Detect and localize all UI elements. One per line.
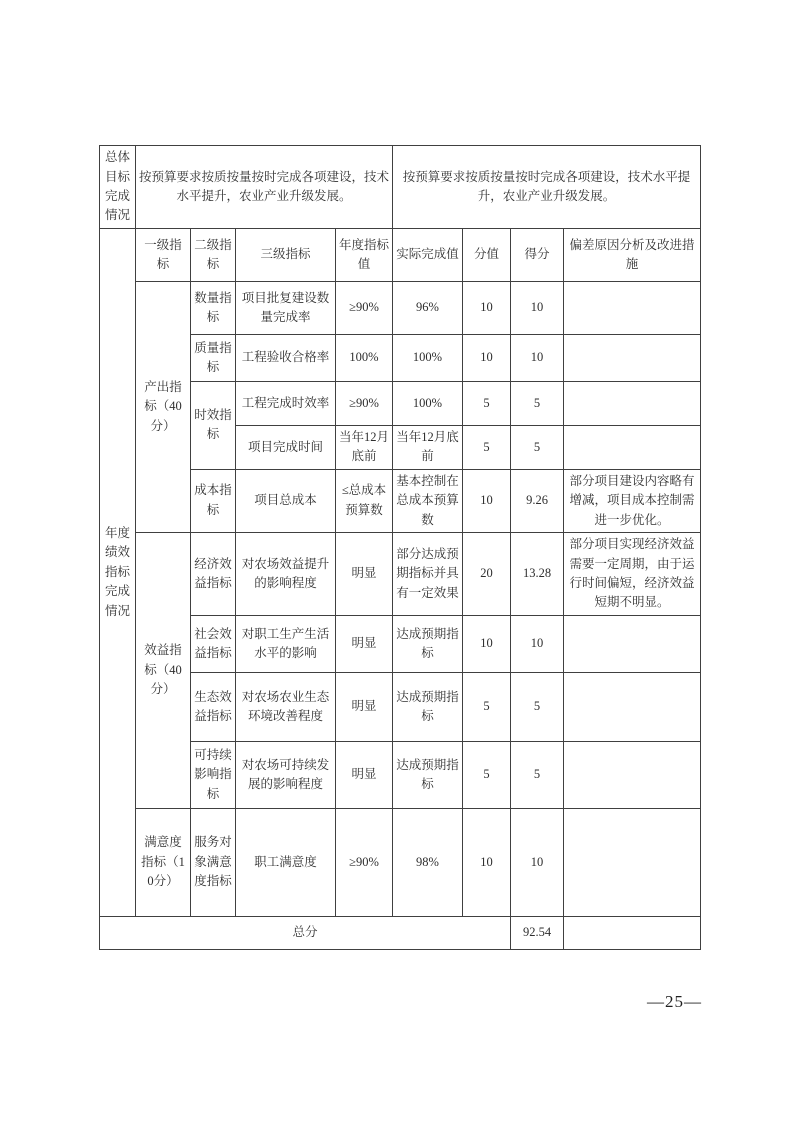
cell-points: 10 bbox=[463, 469, 511, 532]
column-header-row bbox=[100, 229, 701, 282]
cell-points: 5 bbox=[463, 672, 511, 741]
cell-actual: 达成预期指标 bbox=[393, 672, 463, 741]
cell-score: 10 bbox=[511, 615, 564, 672]
cell-level2: 生态效益指标 bbox=[191, 672, 236, 741]
table-row bbox=[100, 335, 701, 382]
cell-remark bbox=[564, 282, 701, 335]
page-number: —25— bbox=[647, 992, 702, 1011]
col-header-score: 得分 bbox=[511, 229, 564, 282]
cell-actual: 96% bbox=[393, 282, 463, 335]
cell-actual: 100% bbox=[393, 382, 463, 426]
cell-target: ≥90% bbox=[336, 282, 393, 335]
cell-level3: 职工满意度 bbox=[236, 808, 336, 916]
total-score: 92.54 bbox=[511, 916, 564, 949]
group-satisfaction: 满意度指标（10分） bbox=[136, 808, 191, 916]
cell-remark bbox=[564, 672, 701, 741]
cell-actual: 100% bbox=[393, 335, 463, 382]
cell-level3: 项目批复建设数量完成率 bbox=[236, 282, 336, 335]
cell-remark bbox=[564, 335, 701, 382]
cell-level2: 可持续影响指标 bbox=[191, 741, 236, 808]
cell-level2: 成本指标 bbox=[191, 469, 236, 532]
cell-level3: 工程完成时效率 bbox=[236, 382, 336, 426]
cell-points: 10 bbox=[463, 335, 511, 382]
cell-level3: 工程验收合格率 bbox=[236, 335, 336, 382]
cell-actual: 基本控制在总成本预算数 bbox=[393, 469, 463, 532]
cell-target: 100% bbox=[336, 335, 393, 382]
cell-target: 明显 bbox=[336, 615, 393, 672]
cell-level2: 质量指标 bbox=[191, 335, 236, 382]
col-header-level3: 三级指标 bbox=[236, 229, 336, 282]
cell-actual: 当年12月底前 bbox=[393, 426, 463, 470]
overall-row-header: 总体目标完成情况 bbox=[100, 146, 136, 229]
table-row bbox=[100, 532, 701, 615]
cell-points: 5 bbox=[463, 382, 511, 426]
cell-actual: 达成预期指标 bbox=[393, 741, 463, 808]
overall-left-cell: 按预算要求按质按量按时完成各项建设，技术水平提升，农业产业升级发展。 bbox=[136, 146, 393, 229]
cell-target: ≥90% bbox=[336, 382, 393, 426]
table-row bbox=[100, 382, 701, 426]
cell-points: 5 bbox=[463, 426, 511, 470]
table-row bbox=[100, 282, 701, 335]
cell-remark bbox=[564, 382, 701, 426]
col-header-points: 分值 bbox=[463, 229, 511, 282]
cell-level3: 项目总成本 bbox=[236, 469, 336, 532]
cell-level2: 经济效益指标 bbox=[191, 532, 236, 615]
cell-points: 20 bbox=[463, 532, 511, 615]
cell-score: 5 bbox=[511, 426, 564, 470]
cell-level3: 项目完成时间 bbox=[236, 426, 336, 470]
total-row bbox=[100, 916, 701, 949]
cell-level2: 社会效益指标 bbox=[191, 615, 236, 672]
cell-remark bbox=[564, 741, 701, 808]
col-header-target: 年度指标值 bbox=[336, 229, 393, 282]
cell-remark bbox=[564, 426, 701, 470]
cell-score: 9.26 bbox=[511, 469, 564, 532]
cell-level3: 对职工生产生活水平的影响 bbox=[236, 615, 336, 672]
cell-target: ≥90% bbox=[336, 808, 393, 916]
cell-score: 10 bbox=[511, 808, 564, 916]
table-row bbox=[100, 741, 701, 808]
cell-target: 明显 bbox=[336, 672, 393, 741]
cell-actual: 部分达成预期指标并具有一定效果 bbox=[393, 532, 463, 615]
cell-score: 10 bbox=[511, 282, 564, 335]
performance-table bbox=[99, 145, 701, 950]
total-remark bbox=[564, 916, 701, 949]
cell-remark: 部分项目建设内容略有增减，项目成本控制需进一步优化。 bbox=[564, 469, 701, 532]
cell-level2: 服务对象满意度指标 bbox=[191, 808, 236, 916]
cell-score: 5 bbox=[511, 382, 564, 426]
overall-right-cell: 按预算要求按质按量按时完成各项建设，技术水平提升，农业产业升级发展。 bbox=[393, 146, 701, 229]
cell-remark: 部分项目实现经济效益需要一定周期，由于运行时间偏短，经济效益短期不明显。 bbox=[564, 532, 701, 615]
cell-score: 5 bbox=[511, 741, 564, 808]
cell-target: 明显 bbox=[336, 532, 393, 615]
cell-points: 10 bbox=[463, 808, 511, 916]
cell-level3: 对农场效益提升的影响程度 bbox=[236, 532, 336, 615]
col-header-level2: 二级指标 bbox=[191, 229, 236, 282]
col-header-remark: 偏差原因分析及改进措施 bbox=[564, 229, 701, 282]
group-output: 产出指标（40分） bbox=[136, 282, 191, 533]
table-row bbox=[100, 672, 701, 741]
cell-points: 10 bbox=[463, 282, 511, 335]
total-label: 总分 bbox=[100, 916, 511, 949]
cell-score: 5 bbox=[511, 672, 564, 741]
cell-level2: 时效指标 bbox=[191, 382, 236, 470]
cell-actual: 达成预期指标 bbox=[393, 615, 463, 672]
cell-remark bbox=[564, 615, 701, 672]
cell-target: 当年12月底前 bbox=[336, 426, 393, 470]
overall-row bbox=[100, 146, 701, 229]
cell-points: 10 bbox=[463, 615, 511, 672]
cell-target: ≤总成本预算数 bbox=[336, 469, 393, 532]
cell-level3: 对农场农业生态环境改善程度 bbox=[236, 672, 336, 741]
cell-score: 10 bbox=[511, 335, 564, 382]
table-row bbox=[100, 808, 701, 916]
col-header-level1: 一级指标 bbox=[136, 229, 191, 282]
cell-actual: 98% bbox=[393, 808, 463, 916]
table-row bbox=[100, 615, 701, 672]
cell-level2: 数量指标 bbox=[191, 282, 236, 335]
annual-row-header: 年度绩效指标完成情况 bbox=[100, 229, 136, 917]
cell-points: 5 bbox=[463, 741, 511, 808]
cell-target: 明显 bbox=[336, 741, 393, 808]
cell-remark bbox=[564, 808, 701, 916]
table-row bbox=[100, 469, 701, 532]
group-benefit: 效益指标（40分） bbox=[136, 532, 191, 808]
cell-level3: 对农场可持续发展的影响程度 bbox=[236, 741, 336, 808]
col-header-actual: 实际完成值 bbox=[393, 229, 463, 282]
cell-score: 13.28 bbox=[511, 532, 564, 615]
